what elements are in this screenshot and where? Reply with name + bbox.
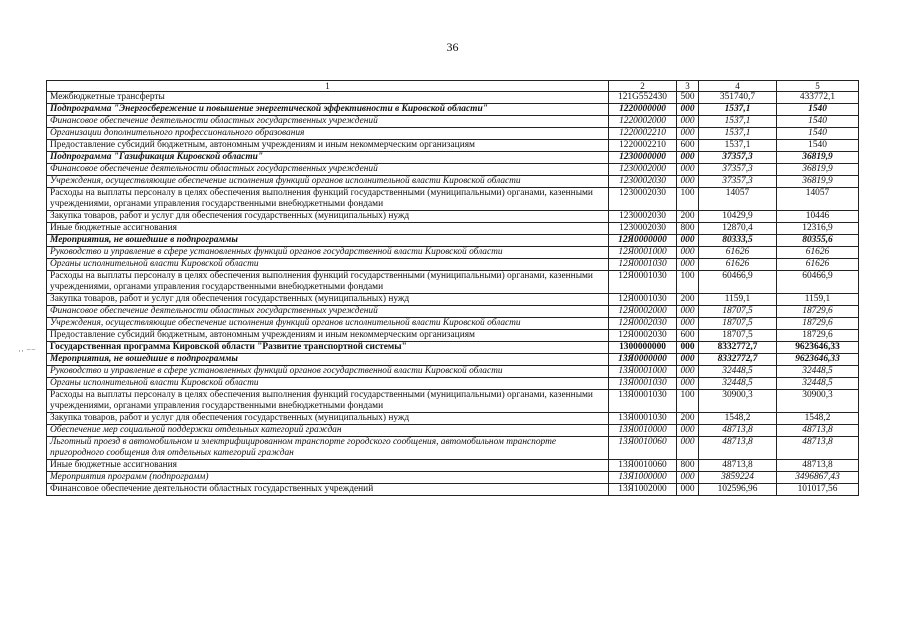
row-expense-type-cell: 000 — [677, 378, 699, 390]
row-code-cell: 1220002210 — [609, 140, 677, 152]
row-value-col5-cell: 18729,6 — [777, 330, 859, 342]
row-value-col4-cell: 32448,5 — [699, 366, 777, 378]
row-value-col5-cell: 14057 — [777, 188, 859, 211]
row-name-cell: Мероприятия программ (подпрограмм) — [47, 472, 609, 484]
table-row — [47, 259, 859, 271]
row-expense-type-cell: 100 — [677, 390, 699, 413]
row-code-cell: 12Я0000000 — [609, 235, 677, 247]
row-value-col5-cell: 9623646,33 — [777, 342, 859, 354]
row-value-col5-cell: 80355,6 — [777, 235, 859, 247]
row-code-cell: 13Я0001030 — [609, 378, 677, 390]
row-value-col4-cell: 12870,4 — [699, 223, 777, 235]
row-value-col5-cell: 10446 — [777, 211, 859, 223]
row-value-col5-cell: 36819,9 — [777, 164, 859, 176]
row-value-col5-cell: 101017,56 — [777, 484, 859, 496]
row-value-col5-cell: 18729,6 — [777, 318, 859, 330]
table-row — [47, 378, 859, 390]
row-value-col4-cell: 1537,1 — [699, 104, 777, 116]
row-expense-type-cell: 000 — [677, 104, 699, 116]
row-name-cell: Расходы на выплаты персоналу в целях обеспечения выполнения функций государственными (муниципальными) органами, казенными учреждениями, органами управления государственными внебюджетными фондами — [47, 188, 609, 211]
row-name-cell: Подпрограмма "Энергосбережение и повышение энергетической эффективности в Кировской области" — [47, 104, 609, 116]
row-value-col4-cell: 10429,9 — [699, 211, 777, 223]
row-value-col4-cell: 18707,5 — [699, 330, 777, 342]
row-expense-type-cell: 000 — [677, 366, 699, 378]
row-value-col4-cell: 8332772,7 — [699, 342, 777, 354]
header-cell: 1 — [47, 81, 609, 92]
table-row — [47, 164, 859, 176]
row-value-col4-cell: 14057 — [699, 188, 777, 211]
table-row — [47, 140, 859, 152]
row-value-col4-cell: 1159,1 — [699, 294, 777, 306]
row-value-col5-cell: 1540 — [777, 140, 859, 152]
table-row — [47, 472, 859, 484]
row-name-cell: Закупка товаров, работ и услуг для обеспечения государственных (муниципальных) нужд — [47, 294, 609, 306]
row-value-col5-cell: 48713,8 — [777, 437, 859, 460]
row-name-cell: Расходы на выплаты персоналу в целях обеспечения выполнения функций государственными (муниципальными) органами, казенными учреждениями, органами управления государственными внебюджетными фондами — [47, 271, 609, 294]
row-name-cell: Обеспечение мер социальной поддержки отдельных категорий граждан — [47, 425, 609, 437]
row-value-col4-cell: 48713,8 — [699, 437, 777, 460]
row-code-cell: 13Я1000000 — [609, 472, 677, 484]
row-name-cell: Мероприятия, не вошедшие в подпрограммы — [47, 235, 609, 247]
row-code-cell: 13Я0010060 — [609, 437, 677, 460]
row-value-col4-cell: 102596,96 — [699, 484, 777, 496]
row-expense-type-cell: 000 — [677, 259, 699, 271]
page-number: 36 — [446, 40, 459, 54]
row-code-cell: 1300000000 — [609, 342, 677, 354]
table-row — [47, 425, 859, 437]
row-name-cell: Льготный проезд в автомобильном и электрифицированном транспорте городского сообщения, автомобильном транспорте пригородного сообщения для отдельных категорий граждан — [47, 437, 609, 460]
row-value-col4-cell: 37357,3 — [699, 152, 777, 164]
table-row — [47, 176, 859, 188]
row-name-cell: Закупка товаров, работ и услуг для обеспечения государственных (муниципальных) нужд — [47, 413, 609, 425]
row-code-cell: 1230000000 — [609, 152, 677, 164]
row-value-col4-cell: 48713,8 — [699, 425, 777, 437]
row-code-cell: 12Я0002000 — [609, 306, 677, 318]
table-row — [47, 484, 859, 496]
row-name-cell: Расходы на выплаты персоналу в целях обеспечения выполнения функций государственными (муниципальными) органами, казенными учреждениями, органами управления государственными внебюджетными фондами — [47, 390, 609, 413]
row-value-col5-cell: 12316,9 — [777, 223, 859, 235]
row-code-cell: 1230002030 — [609, 223, 677, 235]
row-code-cell: 1230002030 — [609, 188, 677, 211]
row-code-cell: 13Я0001030 — [609, 413, 677, 425]
row-expense-type-cell: 600 — [677, 330, 699, 342]
row-expense-type-cell: 100 — [677, 271, 699, 294]
table-row — [47, 330, 859, 342]
table-row — [47, 318, 859, 330]
row-value-col4-cell: 80333,5 — [699, 235, 777, 247]
row-value-col5-cell: 3496867,43 — [777, 472, 859, 484]
row-value-col5-cell: 1540 — [777, 128, 859, 140]
row-expense-type-cell: 000 — [677, 437, 699, 460]
header-cell: 5 — [777, 81, 859, 92]
table-row — [47, 390, 859, 413]
row-code-cell: 13Я1002000 — [609, 484, 677, 496]
row-value-col4-cell: 1548,2 — [699, 413, 777, 425]
row-value-col4-cell: 18707,5 — [699, 318, 777, 330]
row-name-cell: Предоставление субсидий бюджетным, автономным учреждениям и иным некоммерческим организациям — [47, 330, 609, 342]
header-cell: 4 — [699, 81, 777, 92]
table-row — [47, 366, 859, 378]
row-code-cell: 13Я0000000 — [609, 354, 677, 366]
row-code-cell: 13Я0010060 — [609, 460, 677, 472]
row-code-cell: 13Я0010000 — [609, 425, 677, 437]
row-name-cell: Иные бюджетные ассигнования — [47, 460, 609, 472]
row-value-col5-cell: 30900,3 — [777, 390, 859, 413]
row-expense-type-cell: 000 — [677, 306, 699, 318]
row-value-col5-cell: 61626 — [777, 247, 859, 259]
table-row — [47, 128, 859, 140]
table-row — [47, 306, 859, 318]
row-name-cell: Учреждения, осуществляющие обеспечение исполнения функций органов исполнительной власти Кировской области — [47, 176, 609, 188]
table-row — [47, 223, 859, 235]
table-row — [47, 92, 859, 104]
row-name-cell: Руководство и управление в сфере установленных функций органов государственной власти Кировской области — [47, 366, 609, 378]
table-row — [47, 437, 859, 460]
row-expense-type-cell: 000 — [677, 128, 699, 140]
row-value-col5-cell: 1540 — [777, 104, 859, 116]
row-code-cell: 121G552430 — [609, 92, 677, 104]
row-expense-type-cell: 200 — [677, 294, 699, 306]
row-name-cell: Учреждения, осуществляющие обеспечение исполнения функций органов исполнительной власти Кировской области — [47, 318, 609, 330]
row-name-cell: Организации дополнительного профессионального образования — [47, 128, 609, 140]
table-row — [47, 211, 859, 223]
row-name-cell: Финансовое обеспечение деятельности областных государственных учреждений — [47, 306, 609, 318]
row-value-col5-cell: 18729,6 — [777, 306, 859, 318]
row-code-cell: 12Я0001030 — [609, 294, 677, 306]
table-header-row — [47, 81, 859, 92]
table-row — [47, 104, 859, 116]
row-value-col5-cell: 1540 — [777, 116, 859, 128]
row-name-cell: Органы исполнительной власти Кировской области — [47, 378, 609, 390]
row-expense-type-cell: 600 — [677, 140, 699, 152]
row-value-col5-cell: 36819,9 — [777, 152, 859, 164]
row-expense-type-cell: 200 — [677, 413, 699, 425]
row-code-cell: 13Я0001030 — [609, 390, 677, 413]
table-row — [47, 235, 859, 247]
row-value-col5-cell: 9623646,33 — [777, 354, 859, 366]
row-value-col5-cell: 48713,8 — [777, 425, 859, 437]
table-row — [47, 460, 859, 472]
row-expense-type-cell: 800 — [677, 460, 699, 472]
row-value-col5-cell: 36819,9 — [777, 176, 859, 188]
row-name-cell: Государственная программа Кировской области "Развитие транспортной системы" — [47, 342, 609, 354]
budget-table — [46, 80, 859, 496]
row-name-cell: Органы исполнительной власти Кировской области — [47, 259, 609, 271]
row-value-col5-cell: 32448,5 — [777, 366, 859, 378]
row-value-col5-cell: 61626 — [777, 259, 859, 271]
row-value-col4-cell: 61626 — [699, 259, 777, 271]
row-name-cell: Финансовое обеспечение деятельности областных государственных учреждений — [47, 484, 609, 496]
row-expense-type-cell: 000 — [677, 484, 699, 496]
row-code-cell: 12Я0001030 — [609, 271, 677, 294]
row-name-cell: Закупка товаров, работ и услуг для обеспечения государственных (муниципальных) нужд — [47, 211, 609, 223]
row-expense-type-cell: 000 — [677, 247, 699, 259]
row-expense-type-cell: 000 — [677, 152, 699, 164]
row-code-cell: 13Я0001000 — [609, 366, 677, 378]
row-value-col5-cell: 1548,2 — [777, 413, 859, 425]
row-name-cell: Иные бюджетные ассигнования — [47, 223, 609, 235]
table-row — [47, 413, 859, 425]
row-code-cell: 1230002030 — [609, 211, 677, 223]
row-value-col5-cell: 1159,1 — [777, 294, 859, 306]
row-value-col5-cell: 60466,9 — [777, 271, 859, 294]
row-expense-type-cell: 200 — [677, 211, 699, 223]
scan-mark: ·· ⁻⁻ — [18, 346, 36, 356]
row-value-col5-cell: 48713,8 — [777, 460, 859, 472]
row-name-cell: Межбюджетные трансферты — [47, 92, 609, 104]
row-value-col4-cell: 30900,3 — [699, 390, 777, 413]
header-cell: 3 — [677, 81, 699, 92]
table-row — [47, 116, 859, 128]
table-row — [47, 152, 859, 164]
row-expense-type-cell: 500 — [677, 92, 699, 104]
header-cell: 2 — [609, 81, 677, 92]
row-code-cell: 1230002030 — [609, 176, 677, 188]
row-name-cell: Мероприятия, не вошедшие в подпрограммы — [47, 354, 609, 366]
row-expense-type-cell: 000 — [677, 342, 699, 354]
row-name-cell: Финансовое обеспечение деятельности областных государственных учреждений — [47, 116, 609, 128]
row-name-cell: Финансовое обеспечение деятельности областных государственных учреждений — [47, 164, 609, 176]
table-row — [47, 354, 859, 366]
row-value-col4-cell: 3859224 — [699, 472, 777, 484]
row-name-cell: Предоставление субсидий бюджетным, автономным учреждениям и иным некоммерческим организациям — [47, 140, 609, 152]
table-row — [47, 247, 859, 259]
row-name-cell: Подпрограмма "Газификация Кировской области" — [47, 152, 609, 164]
row-expense-type-cell: 000 — [677, 318, 699, 330]
table-row — [47, 271, 859, 294]
row-expense-type-cell: 000 — [677, 176, 699, 188]
row-value-col4-cell: 8332772,7 — [699, 354, 777, 366]
row-code-cell: 12Я0002030 — [609, 330, 677, 342]
row-expense-type-cell: 800 — [677, 223, 699, 235]
row-value-col4-cell: 351740,7 — [699, 92, 777, 104]
row-code-cell: 12Я0002030 — [609, 318, 677, 330]
row-expense-type-cell: 000 — [677, 354, 699, 366]
row-expense-type-cell: 000 — [677, 164, 699, 176]
row-code-cell: 1220002210 — [609, 128, 677, 140]
table-row — [47, 188, 859, 211]
table-row — [47, 294, 859, 306]
row-value-col4-cell: 1537,1 — [699, 116, 777, 128]
row-value-col4-cell: 32448,5 — [699, 378, 777, 390]
row-value-col4-cell: 48713,8 — [699, 460, 777, 472]
row-value-col4-cell: 18707,5 — [699, 306, 777, 318]
row-value-col4-cell: 1537,1 — [699, 128, 777, 140]
row-code-cell: 12Я0001000 — [609, 247, 677, 259]
row-code-cell: 1230002000 — [609, 164, 677, 176]
row-expense-type-cell: 000 — [677, 116, 699, 128]
row-value-col4-cell: 1537,1 — [699, 140, 777, 152]
row-expense-type-cell: 000 — [677, 235, 699, 247]
row-value-col4-cell: 61626 — [699, 247, 777, 259]
table-row — [47, 342, 859, 354]
row-value-col4-cell: 60466,9 — [699, 271, 777, 294]
row-code-cell: 1220000000 — [609, 104, 677, 116]
row-value-col5-cell: 32448,5 — [777, 378, 859, 390]
row-value-col4-cell: 37357,3 — [699, 164, 777, 176]
row-value-col4-cell: 37357,3 — [699, 176, 777, 188]
row-value-col5-cell: 433772,1 — [777, 92, 859, 104]
row-code-cell: 1220002000 — [609, 116, 677, 128]
row-expense-type-cell: 000 — [677, 425, 699, 437]
row-name-cell: Руководство и управление в сфере установленных функций органов государственной власти Кировской области — [47, 247, 609, 259]
row-expense-type-cell: 000 — [677, 472, 699, 484]
row-expense-type-cell: 100 — [677, 188, 699, 211]
row-code-cell: 12Я0001030 — [609, 259, 677, 271]
